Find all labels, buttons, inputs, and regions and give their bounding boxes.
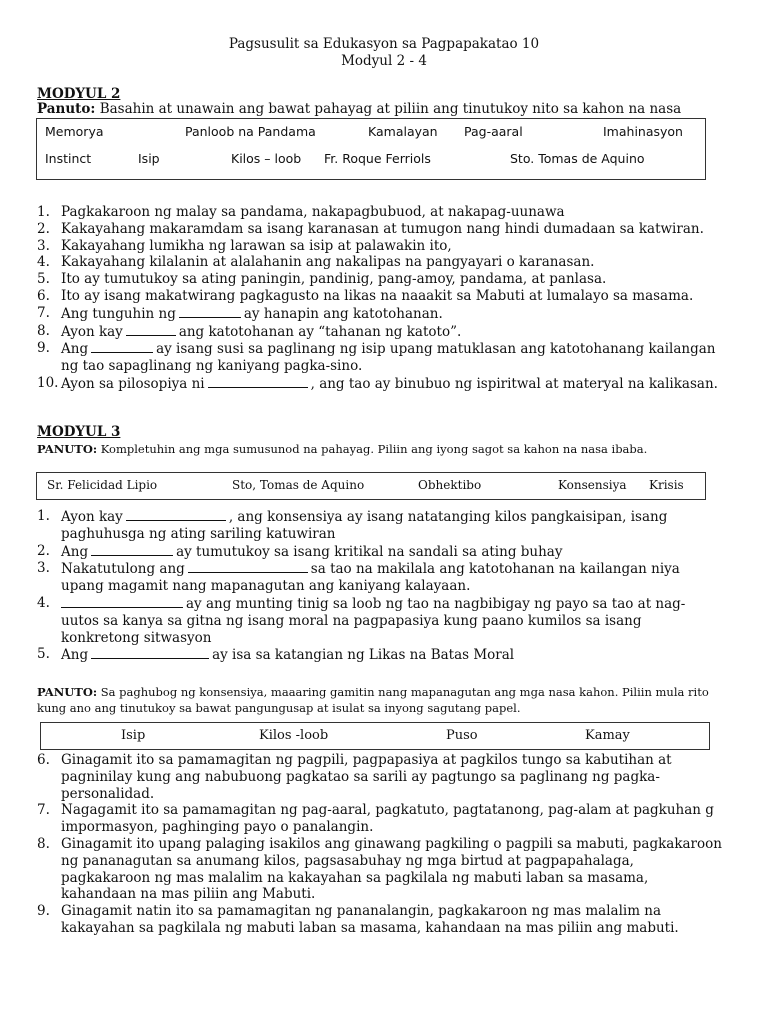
list-item: 5. Ang ay isa sa katangian ng Likas na Batas Moral <box>37 646 515 664</box>
choice-kilos-loob-3: Kilos -loob <box>259 728 329 743</box>
choice-sto-tomas-de-aquino: Sto. Tomas de Aquino <box>510 151 645 166</box>
part3-choice-box <box>40 722 710 750</box>
modyul2-heading: MODYUL 2 <box>37 86 121 102</box>
answer-blank[interactable] <box>61 595 183 608</box>
list-item: 2. Ang ay tumutukoy sa isang kritikal na sandali sa ating buhay <box>37 542 563 560</box>
choice-instinct: Instinct <box>45 151 92 166</box>
answer-blank[interactable] <box>126 323 176 336</box>
answer-blank[interactable] <box>91 646 209 659</box>
list-item: 8. Ayon kay ang katotohanan ay “tahanan ng katoto”. <box>37 322 462 340</box>
list-item: 3. Kakayahang lumikha ng larawan sa isip at palawakin ito, <box>37 237 452 254</box>
choice-pag-aaral: Pag-aaral <box>464 124 523 139</box>
answer-blank[interactable] <box>91 340 153 353</box>
part3-question-list <box>37 752 727 937</box>
answer-blank[interactable] <box>188 560 308 573</box>
choice-isip-3: Isip <box>121 728 146 743</box>
modyul3-question-list <box>37 508 687 664</box>
list-item: 6. Ito ay isang makatwirang pagkagusto na likas na naaakit sa Mabuti at lumalayo sa masama. <box>37 287 694 304</box>
choice-memorya: Memorya <box>45 124 104 139</box>
page-title: Pagsusulit sa Edukasyon sa Pagpapakatao 10 <box>228 36 540 52</box>
modyul3-instruction-label: PANUTO: <box>37 442 98 456</box>
list-item: 10. Ayon sa pilosopiya ni , ang tao ay binubuo ng ispiritwal at materyal na kalikasan. <box>37 374 718 392</box>
list-item: 5. Ito ay tumutukoy sa ating paningin, pandinig, pang-amoy, pandama, at panlasa. <box>37 271 607 288</box>
modyul2-instruction-label: Panuto: <box>37 101 96 117</box>
list-item: 8. Ginagamit ito upang palaging isakilos ang ginawang pagkiling o pagpili sa mabuti, pagkakaroon ng pananagutan sa anumang kilos, pagsasabuhay ng mga birtud at pagpapahalaga, pagkakaroon ng mas malalim na kakayahan sa pagkilala ng mabuti laban sa masama, kahandaan na mas piliin ang Mabuti. <box>37 835 722 903</box>
part3-instruction <box>37 684 727 716</box>
choice-kilos-loob: Kilos – loob <box>231 151 302 166</box>
answer-blank[interactable] <box>208 375 308 388</box>
list-item: 2. Kakayahang makaramdam sa isang karanasan at tumugon nang hindi dumadaan sa katwiran. <box>37 220 704 237</box>
choice-imahinasyon: Imahinasyon <box>603 124 683 139</box>
modyul3-instruction <box>37 441 647 458</box>
modyul3-choice-box <box>36 472 706 500</box>
list-item: 9. Ginagamit natin ito sa pamamagitan ng pananalangin, pagkakaroon ng mas malalim na kakayahan sa pagkilala ng mabuti laban sa masama, kahandaan na mas piliin ang mabuti. <box>37 903 679 936</box>
page-subtitle: Modyul 2 - 4 <box>341 53 427 69</box>
list-item: 9. Ang ay isang susi sa paglinang ng isip upang matuklasan ang katotohanang kailangan ng tao sapaglinang ng kaniyang pagka-sino. <box>37 340 716 375</box>
choice-konsensiya: Konsensiya <box>558 478 627 492</box>
modyul2-question-list <box>37 204 732 393</box>
part3-instruction-label: PANUTO: <box>37 685 98 699</box>
choice-obhektibo: Obhektibo <box>418 478 482 492</box>
choice-sr-felicidad-lipio: Sr. Felicidad Lipio <box>47 478 158 492</box>
choice-kamay: Kamay <box>585 728 630 743</box>
list-item: 4. ay ang munting tinig sa loob ng tao na nagbibigay ng payo sa tao at nag-uutos sa kanya sa gitna ng isang moral na pagpapasiya kung paano kumilos sa isang konkretong sitwasyon <box>37 594 686 646</box>
list-item: 3. Nakatutulong ang sa tao na makilala ang katotohanan na kailangan niya upang magamit nang mapanagutan ang kaniyang kalayaan. <box>37 560 680 595</box>
choice-kamalayan: Kamalayan <box>368 124 438 139</box>
list-item: 6. Ginagamit ito sa pamamagitan ng pagpili, pagpapasiya at pagkilos tungo sa kabutihan at pagninilay kung ang nabubuong pagkatao sa sarili ay pagtungo sa paglinang ng pagka-personalidad. <box>37 752 672 802</box>
modyul3-heading: MODYUL 3 <box>37 424 121 440</box>
choice-panloob-na-pandama: Panloob na Pandama <box>185 124 316 139</box>
modyul2-instruction <box>37 101 681 118</box>
list-item: 1. Ayon kay , ang konsensiya ay isang natatanging kilos pangkaisipan, isang paghuhusga ng ating sariling katuwiran <box>37 508 668 542</box>
choice-fr-roque-ferriols: Fr. Roque Ferriols <box>324 151 431 166</box>
choice-sto-tomas-de-aquino-3: Sto, Tomas de Aquino <box>232 478 365 492</box>
modyul2-instruction-text: Basahin at unawain ang bawat pahayag at piliin ang tinutukoy nito sa kahon na nasa <box>99 101 682 117</box>
modyul3-instruction-text: Kompletuhin ang mga sumusunod na pahayag. Piliin ang iyong sagot sa kahon na nasa ibaba. <box>100 442 648 456</box>
part3-instruction-text: Sa paghubog ng konsensiya, maaaring gamitin nang mapanagutan ang mga nasa kahon. Piliin mula rito kung ano ang tinutukoy sa bawat pangungusap at isulat sa inyong sagutang papel. <box>37 685 709 715</box>
choice-puso: Puso <box>446 728 478 743</box>
answer-blank[interactable] <box>126 508 226 521</box>
modyul2-choice-box <box>36 118 706 180</box>
answer-blank[interactable] <box>179 305 241 318</box>
choice-krisis: Krisis <box>649 478 684 492</box>
choice-isip: Isip <box>138 151 160 166</box>
list-item: 1. Pagkakaroon ng malay sa pandama, nakapagbubuod, at nakapag-uunawa <box>37 204 565 220</box>
list-item: 7. Nagagamit ito sa pamamagitan ng pag-aaral, pagkatuto, pagtatanong, pag-alam at pagkuhan g impormasyon, paghinging payo o panalangin. <box>37 802 714 836</box>
list-item: 7. Ang tunguhin ng ay hanapin ang katotohanan. <box>37 304 443 322</box>
answer-blank[interactable] <box>91 543 173 556</box>
list-item: 4. Kakayahang kilalanin at alalahanin ang nakalipas na pangyayari o karanasan. <box>37 254 595 271</box>
